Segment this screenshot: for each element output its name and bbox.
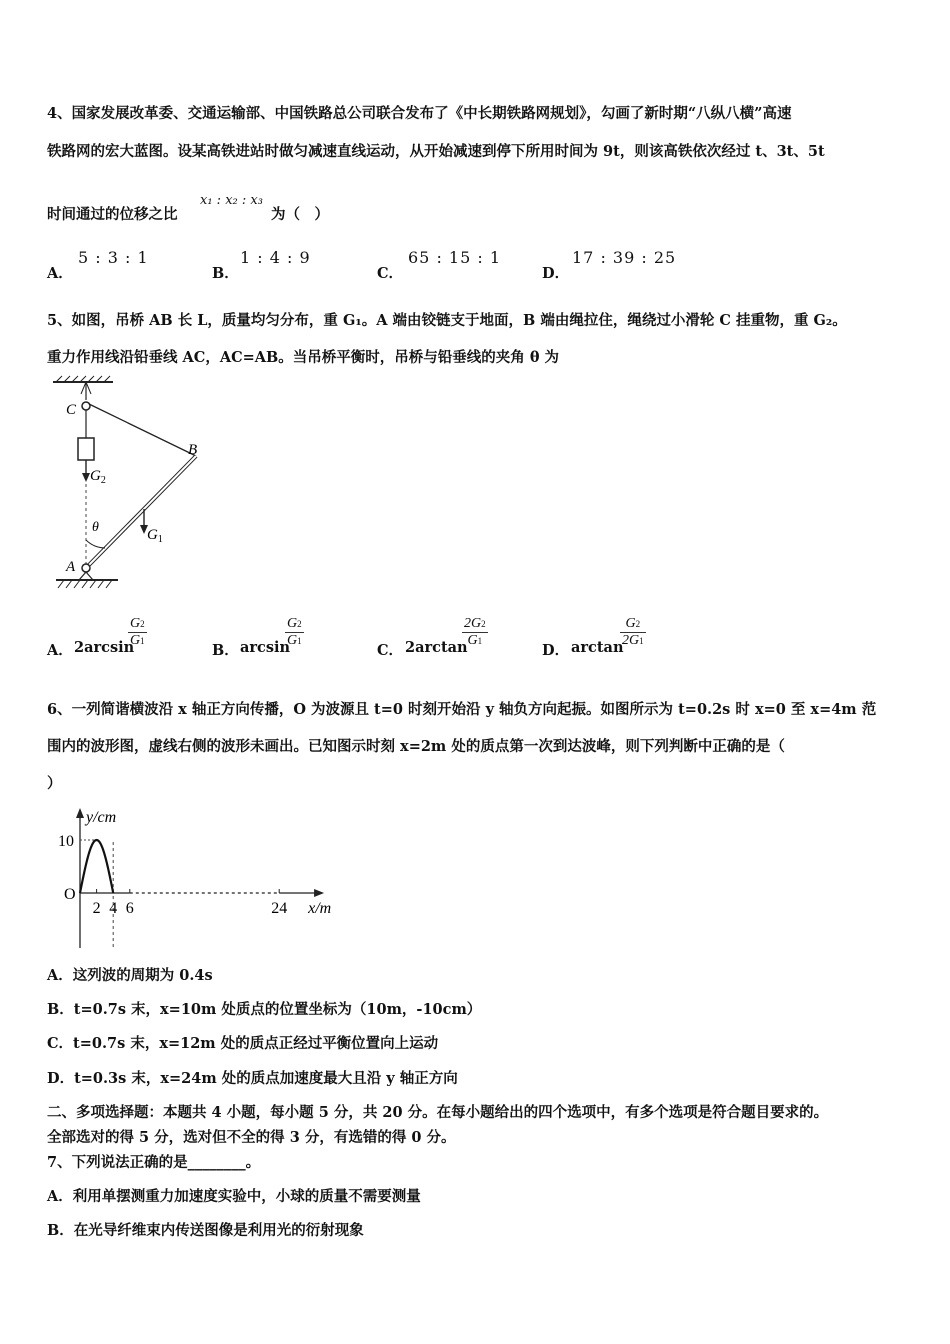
q5-option-a-fraction: G2 G1 xyxy=(130,616,145,648)
label-g1: $G_1$ xyxy=(147,527,163,545)
q5-option-c-fraction: 2G2 G1 xyxy=(464,616,486,648)
label-b: B xyxy=(188,442,198,458)
y-axis-arrow xyxy=(76,808,84,818)
chart-labels xyxy=(58,809,331,917)
label-theta: θ xyxy=(92,520,99,535)
q7-option-a: A．利用单摆测重力加速度实验中，小球的质量不需要测量 xyxy=(47,1188,421,1205)
wave-curve xyxy=(80,840,113,893)
q5-option-a-label: A． xyxy=(47,642,73,659)
wave-chart xyxy=(48,800,332,950)
q4-line3-prefix: 时间通过的位移之比 xyxy=(47,206,178,223)
label-g2: $G_2$ xyxy=(90,468,106,486)
origin-label: O xyxy=(64,886,76,903)
q4-option-b-value: 1 : 4 : 9 xyxy=(240,248,311,267)
q4-option-a-value: 5 : 3 : 1 xyxy=(78,248,149,267)
q4-option-b-label: B． xyxy=(212,265,239,282)
x-axis-label: x/m xyxy=(308,900,332,917)
q4-line1: 4、国家发展改革委、交通运输部、中国铁路总公司联合发布了《中长期铁路网规划》，勾画了新时期“八纵八横”高速 xyxy=(47,105,792,122)
q6-option-d: D．t=0.3s 末，x=24m 处的质点加速度最大且沿 y 轴正方向 xyxy=(47,1070,458,1087)
chart-marks xyxy=(80,840,113,893)
q5-option-b-label: B． xyxy=(212,642,239,659)
q4-ratio-expression: x₁ : x₂ : x₃ xyxy=(200,193,263,208)
x-tick-label: 2 xyxy=(92,900,101,917)
y-axis-label: y/cm xyxy=(86,809,117,826)
label-c: C xyxy=(66,402,77,418)
q4-line3-suffix: 为（ ） xyxy=(271,206,329,223)
x-tick-label: 6 xyxy=(125,900,134,917)
x-tick-label: 24 xyxy=(271,900,288,917)
q6-line3: ） xyxy=(47,775,62,792)
y-tick-label: 10 xyxy=(58,833,74,850)
hinge-a xyxy=(82,564,90,572)
q4-line2: 铁路网的宏大蓝图。设某高铁进站时做匀减速直线运动，从开始减速到停下所用时间为 9t，则该高铁依次经过 t、3t、5t xyxy=(47,143,825,160)
q7-stem: 7、下列说法正确的是________。 xyxy=(47,1154,261,1171)
pulley-c xyxy=(82,402,90,410)
drawbridge-figure xyxy=(48,376,228,596)
chart-axes xyxy=(76,808,324,948)
x-tick-label: 4 xyxy=(109,900,118,917)
q6-option-a: A．这列波的周期为 0.4s xyxy=(47,967,213,984)
q5-option-b-fraction: G2 G1 xyxy=(287,616,302,648)
q4-option-c-value: 65 : 15 : 1 xyxy=(408,248,502,267)
section2-line2: 全部选对的得 5 分，选对但不全的得 3 分，有选错的得 0 分。 xyxy=(47,1129,456,1146)
x-axis-arrow xyxy=(314,889,324,897)
q4-option-a-label: A． xyxy=(47,265,73,282)
q4-option-c-label: C． xyxy=(377,265,404,282)
q7-option-b: B．在光导纤维束内传送图像是利用光的衍射现象 xyxy=(47,1222,364,1239)
q5-option-c-func: 2arctan xyxy=(405,639,468,656)
q5-option-b-func: arcsin xyxy=(240,639,291,656)
label-a: A xyxy=(66,559,76,575)
q6-line2: 围内的波形图，虚线右侧的波形未画出。已知图示时刻 x=2m 处的质点第一次到达波峰，则下列判断中正确的是（ xyxy=(47,738,785,755)
ground-hatch xyxy=(58,580,112,588)
section2-line1: 二、多项选择题：本题共 4 小题，每小题 5 分，共 20 分。在每小题给出的四个选项中，有多个选项是符合题目要求的。 xyxy=(47,1104,829,1121)
q6-option-c: C．t=0.7s 末，x=12m 处的质点正经过平衡位置向上运动 xyxy=(47,1035,439,1052)
q5-option-d-func: arctan xyxy=(571,639,624,656)
q5-option-c-label: C． xyxy=(377,642,404,659)
q5-option-d-fraction: G2 2G1 xyxy=(622,616,644,648)
q5-option-a-func: 2arcsin xyxy=(74,639,135,656)
q5-line2: 重力作用线沿铅垂线 AC，AC=AB。当吊桥平衡时，吊桥与铅垂线的夹角 θ 为 xyxy=(47,349,560,366)
q6-option-b: B．t=0.7s 末，x=10m 处质点的位置坐标为（10m，-10cm） xyxy=(47,1001,482,1018)
q4-option-d-value: 17 : 39 : 25 xyxy=(572,248,677,267)
hanging-weight xyxy=(78,438,94,460)
q5-option-d-label: D． xyxy=(542,642,570,659)
q6-line1: 6、一列简谐横波沿 x 轴正方向传播，O 为波源且 t=0 时刻开始沿 y 轴负方向起振。如图所示为 t=0.2s 时 x=0 至 x=4m 范 xyxy=(47,701,877,718)
rope-cb xyxy=(89,404,196,456)
q4-option-d-label: D． xyxy=(542,265,570,282)
q5-line1: 5、如图，吊桥 AB 长 L，质量均匀分布，重 G₁。A 端由铰链支于地面，B 端由绳拉住，绳绕过小滑轮 C 挂重物，重 G₂。 xyxy=(47,312,847,329)
